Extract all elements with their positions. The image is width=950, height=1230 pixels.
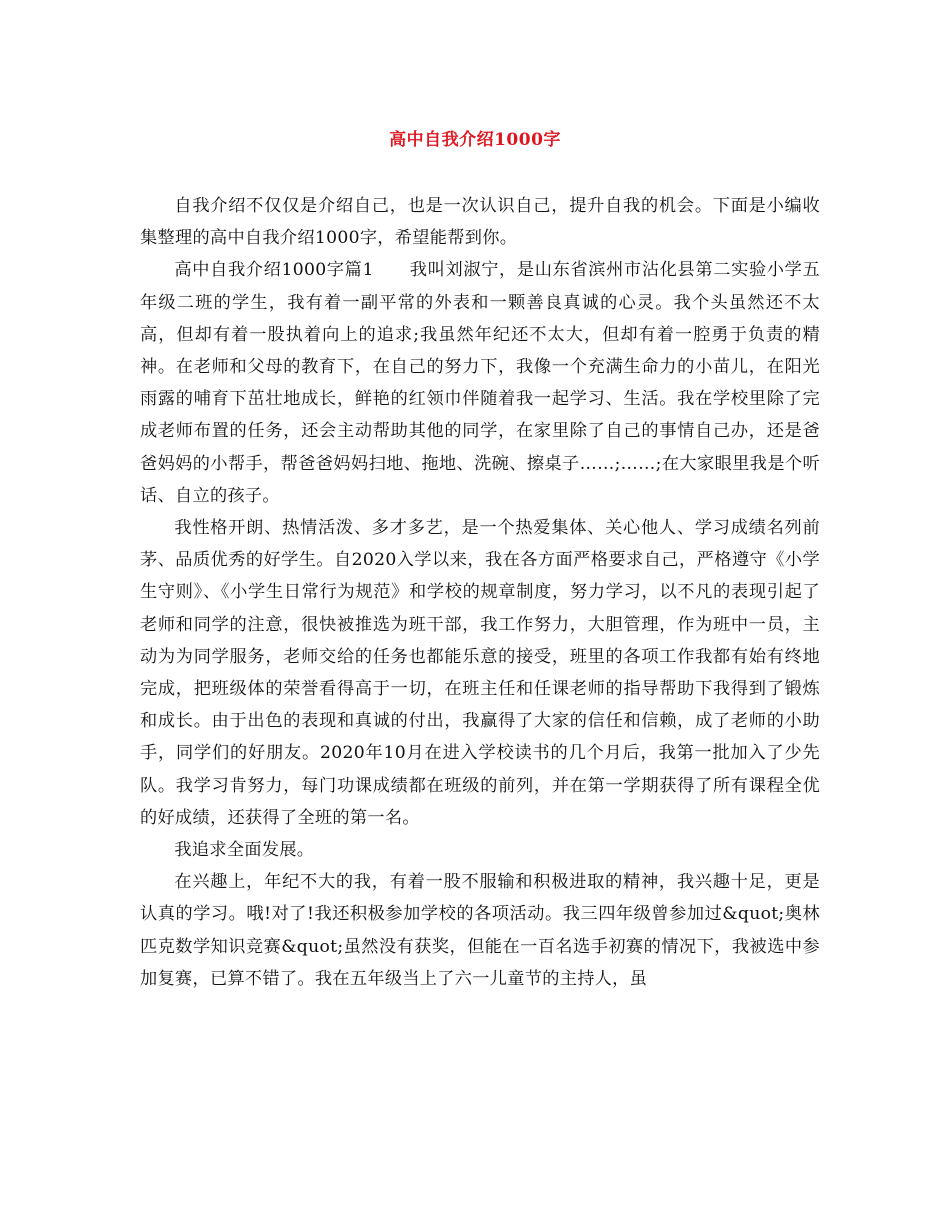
paragraph-interests: 在兴趣上，年纪不大的我，有着一股不服输和积极进取的精神，我兴趣十足，更是认真的学习。哦!对了!我还积极参加学校的各项活动。我三四年级曾参加过&quot;奥林匹克数学知识竞赛&quot;虽然没有获奖，但能在一百名选手初赛的情况下，我被选中参加复赛，已算不错了。我在五年级当上了六一儿童节的主持人，虽	[140, 872, 820, 989]
paragraph-intro: 自我介绍不仅仅是介绍自己，也是一次认识自己，提升自我的机会。下面是小编收集整理的高中自我介绍1000字，希望能帮到你。	[140, 196, 820, 249]
document-body	[140, 190, 820, 995]
paragraph-character: 我性格开朗、热情活泼、多才多艺，是一个热爱集体、关心他人、学习成绩名列前茅、品质优秀的好学生。自2020入学以来，我在各方面严格要求自己，严格遵守《小学生守则》、《小学生日常行为规范》和学校的规章制度，努力学习，以不凡的表现引起了老师和同学的注意，很快被推选为班干部，我工作努力，大胆管理，作为班中一员，主动为为同学服务，老师交给的任务也都能乐意的接受，班里的各项工作我都有始有终地完成，把班级体的荣誉看得高于一切，在班主任和任课老师的指导帮助下我得到了锻炼和成长。由于出色的表现和真诚的付出，我赢得了大家的信任和信赖，成了老师的小助手，同学们的好朋友。2020年10月在进入学校读书的几个月后，我第一批加入了少先队。我学习肯努力，每门功课成绩都在班级的前列，并在第一学期获得了所有课程全优的好成绩，还获得了全班的第一名。	[140, 518, 820, 828]
paragraph-chapter-1: 高中自我介绍1000字篇1 我叫刘淑宁，是山东省滨州市沾化县第二实验小学五年级二班的学生，我有着一副平常的外表和一颗善良真诚的心灵。我个头虽然还不太高，但却有着一股执着向上的追求;我虽然年纪还不太大，但却有着一腔勇于负责的精神。在老师和父母的教育下，在自己的努力下，我像一个充满生命力的小苗儿，在阳光雨露的哺育下茁壮地成长，鲜艳的红领巾伴随着我一起学习、生活。我在学校里除了完成老师布置的任务，还会主动帮助其他的同学，在家里除了自己的事情自己办，还是爸爸妈妈的小帮手，帮爸爸妈妈扫地、拖地、洗碗、擦桌子……;……;在大家眼里我是个听话、自立的孩子。	[140, 260, 820, 506]
paragraph-development: 我追求全面发展。	[174, 840, 315, 861]
document-title: 高中自我介绍1000字	[389, 130, 561, 150]
